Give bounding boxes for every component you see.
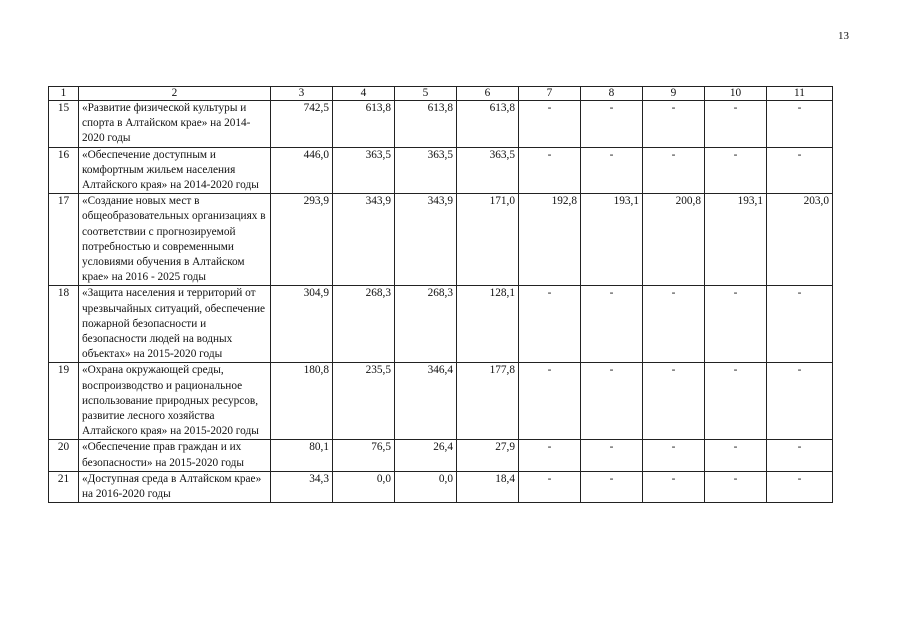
funding-value: - xyxy=(643,101,705,148)
funding-value: 268,3 xyxy=(333,286,395,363)
funding-value: - xyxy=(581,440,643,471)
funding-value: 304,9 xyxy=(271,286,333,363)
table-row xyxy=(49,440,833,471)
funding-value: - xyxy=(705,471,767,502)
funding-value: 18,4 xyxy=(457,471,519,502)
funding-value: 177,8 xyxy=(457,363,519,440)
funding-value: - xyxy=(581,286,643,363)
column-header: 2 xyxy=(79,87,271,101)
program-name: «Защита населения и территорий от чрезвычайных ситуаций, обеспечение пожарной безопасности и безопасности людей на водных объектах» на 2015-2020 годы xyxy=(79,286,271,363)
funding-value: 363,5 xyxy=(333,147,395,194)
funding-value: - xyxy=(643,440,705,471)
column-header: 10 xyxy=(705,87,767,101)
funding-value: 343,9 xyxy=(395,194,457,286)
funding-value: 171,0 xyxy=(457,194,519,286)
column-header: 4 xyxy=(333,87,395,101)
funding-value: 180,8 xyxy=(271,363,333,440)
funding-value: 76,5 xyxy=(333,440,395,471)
table-row xyxy=(49,194,833,286)
funding-value: - xyxy=(643,363,705,440)
table-row xyxy=(49,471,833,502)
funding-value: 613,8 xyxy=(395,101,457,148)
column-header: 9 xyxy=(643,87,705,101)
funding-value: 200,8 xyxy=(643,194,705,286)
program-name: «Обеспечение прав граждан и их безопасности» на 2015-2020 годы xyxy=(79,440,271,471)
funding-value: - xyxy=(705,147,767,194)
funding-value: 80,1 xyxy=(271,440,333,471)
funding-value: - xyxy=(767,363,833,440)
column-header: 3 xyxy=(271,87,333,101)
funding-value: - xyxy=(581,471,643,502)
funding-value: 363,5 xyxy=(395,147,457,194)
program-name: «Развитие физической культуры и спорта в Алтайском крае» на 2014-2020 годы xyxy=(79,101,271,148)
funding-value: 446,0 xyxy=(271,147,333,194)
funding-value: - xyxy=(767,147,833,194)
funding-value: 268,3 xyxy=(395,286,457,363)
row-number: 21 xyxy=(49,471,79,502)
table-row xyxy=(49,101,833,148)
funding-value: - xyxy=(519,363,581,440)
funding-value: - xyxy=(705,440,767,471)
funding-value: 293,9 xyxy=(271,194,333,286)
funding-value: 363,5 xyxy=(457,147,519,194)
program-funding-table xyxy=(48,86,833,503)
funding-value: 613,8 xyxy=(333,101,395,148)
funding-value: 26,4 xyxy=(395,440,457,471)
column-header: 5 xyxy=(395,87,457,101)
funding-value: - xyxy=(767,286,833,363)
table-row xyxy=(49,286,833,363)
funding-value: 0,0 xyxy=(395,471,457,502)
funding-value: - xyxy=(581,101,643,148)
funding-value: - xyxy=(767,101,833,148)
funding-value: 27,9 xyxy=(457,440,519,471)
funding-value: - xyxy=(705,286,767,363)
funding-value: - xyxy=(767,440,833,471)
funding-value: 203,0 xyxy=(767,194,833,286)
column-header: 11 xyxy=(767,87,833,101)
funding-value: - xyxy=(767,471,833,502)
column-header: 1 xyxy=(49,87,79,101)
funding-value: - xyxy=(519,471,581,502)
program-name: «Обеспечение доступным и комфортным жильем населения Алтайского края» на 2014-2020 годы xyxy=(79,147,271,194)
column-header: 7 xyxy=(519,87,581,101)
program-name: «Охрана окружающей среды, воспроизводство и рациональное использование природных ресурсов, развитие лесного хозяйства Алтайского края» на 2015-2020 годы xyxy=(79,363,271,440)
funding-value: 343,9 xyxy=(333,194,395,286)
row-number: 15 xyxy=(49,101,79,148)
funding-value: - xyxy=(581,363,643,440)
header-row xyxy=(49,87,833,101)
page-number: 13 xyxy=(838,30,849,42)
column-header: 6 xyxy=(457,87,519,101)
funding-value: 128,1 xyxy=(457,286,519,363)
funding-value: - xyxy=(705,363,767,440)
funding-value: 34,3 xyxy=(271,471,333,502)
funding-value: - xyxy=(519,147,581,194)
table-row xyxy=(49,363,833,440)
program-name: «Создание новых мест в общеобразовательных организациях в соответствии с прогнозируемой потребностью и современными условиями обучения в Алтайском крае» на 2016 - 2025 годы xyxy=(79,194,271,286)
funding-value: 742,5 xyxy=(271,101,333,148)
funding-value: - xyxy=(643,286,705,363)
funding-value: 192,8 xyxy=(519,194,581,286)
row-number: 17 xyxy=(49,194,79,286)
funding-value: - xyxy=(519,101,581,148)
table-row xyxy=(49,147,833,194)
row-number: 19 xyxy=(49,363,79,440)
funding-value: - xyxy=(519,286,581,363)
row-number: 18 xyxy=(49,286,79,363)
funding-value: - xyxy=(643,471,705,502)
funding-value: - xyxy=(581,147,643,194)
row-number: 20 xyxy=(49,440,79,471)
funding-value: 613,8 xyxy=(457,101,519,148)
funding-value: - xyxy=(519,440,581,471)
program-name: «Доступная среда в Алтайском крае» на 2016-2020 годы xyxy=(79,471,271,502)
funding-value: 193,1 xyxy=(705,194,767,286)
funding-value: - xyxy=(705,101,767,148)
row-number: 16 xyxy=(49,147,79,194)
column-header: 8 xyxy=(581,87,643,101)
funding-value: 235,5 xyxy=(333,363,395,440)
funding-value: 0,0 xyxy=(333,471,395,502)
funding-value: - xyxy=(643,147,705,194)
funding-value: 193,1 xyxy=(581,194,643,286)
funding-value: 346,4 xyxy=(395,363,457,440)
